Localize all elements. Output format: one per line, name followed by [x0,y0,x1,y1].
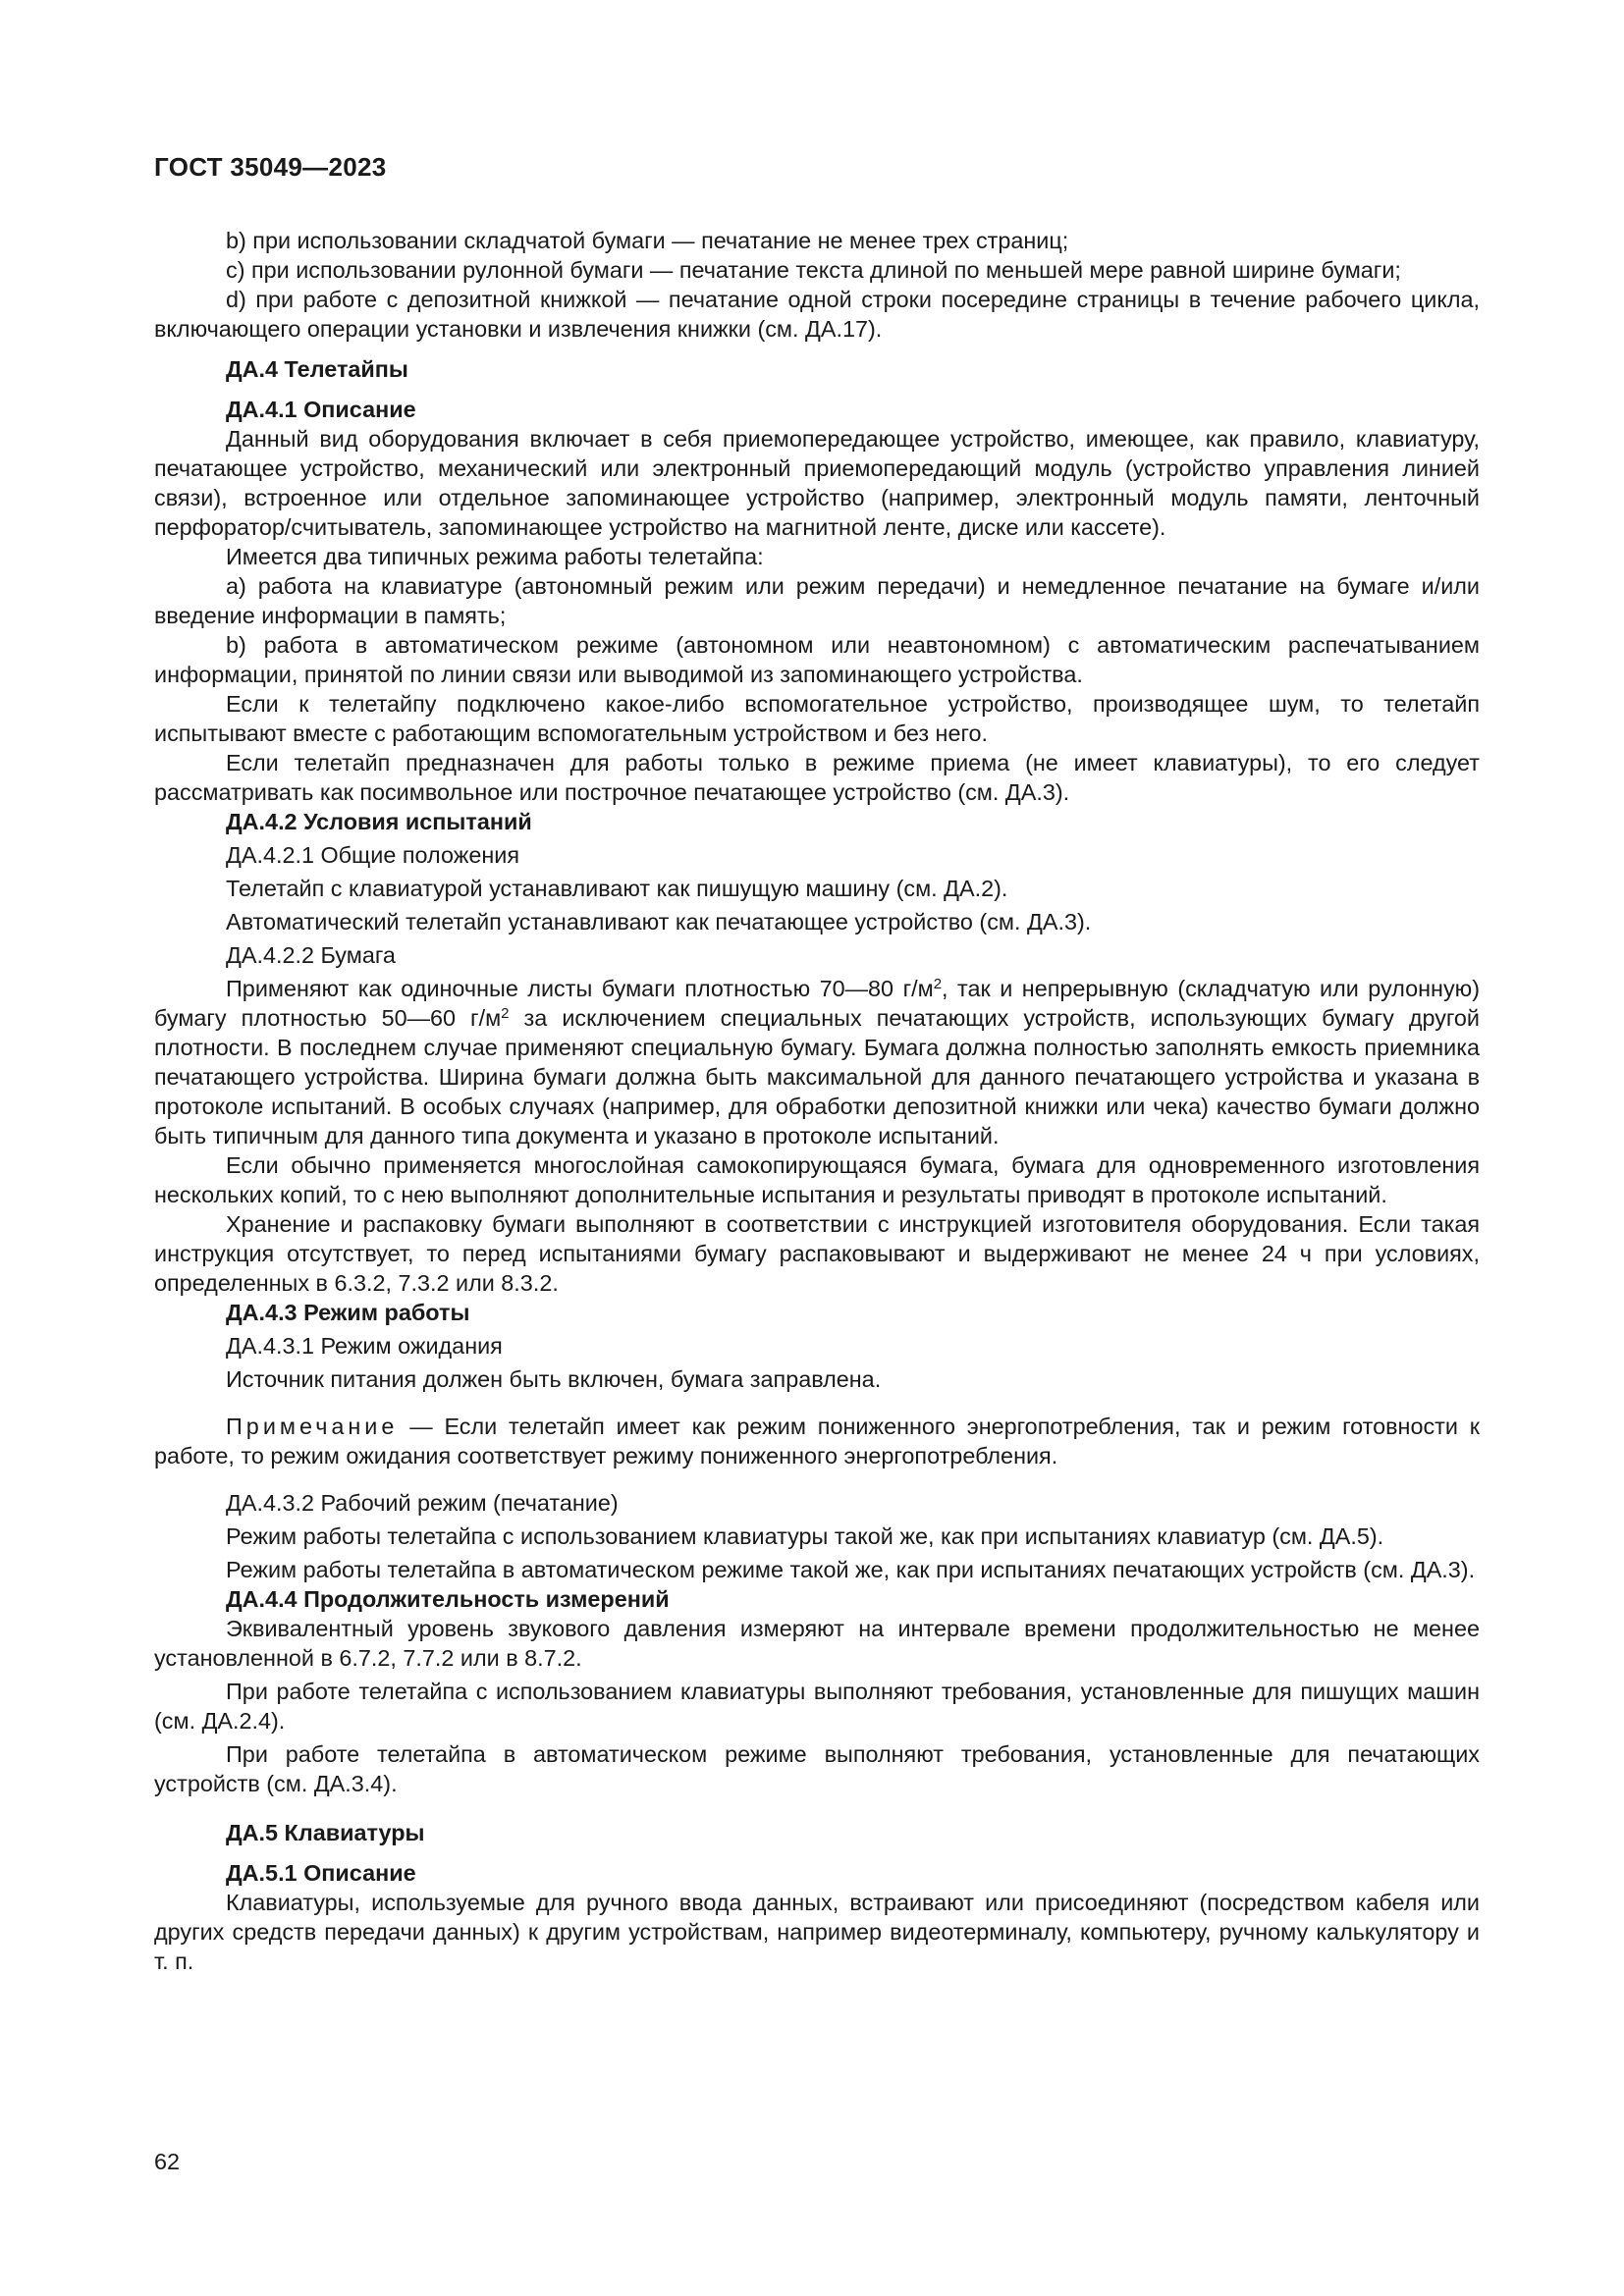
paragraph-keyboard-teletype: Телетайп с клавиатурой устанавливают как пишущую машину (см. ДА.2). [226,876,1008,901]
paragraph-mode-a: a) работа на клавиатуре (автономный режим или режим передачи) и немедленное печатание на бумаге и/или введение информации в память; [154,573,1480,628]
paragraph-d-deposit-book: d) при работе с депозитной книжкой — печатание одной строки посередине страницы в течение рабочего цикла, включающего операции установки и извлечения книжки (см. ДА.17). [154,287,1480,342]
standard-designation: ГОСТ 35049—2023 [154,152,387,182]
subheading-da422: ДА.4.2.2 Бумага [226,942,396,968]
heading-da44: ДА.4.4 Продолжительность измерений [226,1586,670,1612]
paragraph-paper-storage: Хранение и распаковку бумаги выполняют в соответствии с инструкцией изготовителя оборудования. Если такая инструкция отсутствует, то перед испытаниями бумагу распаковывают и выдерживают не менее 24 ч при условиях, определенных в 6.3.2, 7.3.2 или 8.3.2. [154,1211,1480,1296]
paragraph-equipment-description: Данный вид оборудования включает в себя приемопередающее устройство, имеющее, как правило, клавиатуру, печатающее устройство, механический или электронный приемопередающий модуль (устройство управления линией связи), встроенное или отдельное запоминающее устройство (например, электронный модуль памяти, ленточный перфоратор/считыватель, запоминающее устройство на магнитной ленте, диске или кассете). [154,426,1480,540]
page-body [154,226,1480,1976]
paragraph-keyboard-mode: Режим работы телетайпа с использованием клавиатуры такой же, как при испытаниях клавиатур (см. ДА.5). [226,1523,1384,1549]
paragraph-b-folded-paper: b) при использовании складчатой бумаги — печатание не менее трех страниц; [226,228,1069,253]
subheading-da431: ДА.4.3.1 Режим ожидания [226,1333,503,1359]
paragraph-power-on: Источник питания должен быть включен, бумага заправлена. [226,1366,882,1392]
heading-da41: ДА.4.1 Описание [226,397,416,422]
note-label: Примечание [226,1414,399,1439]
paragraph-c-roll-paper: c) при использовании рулонной бумаги — печатание текста длиной по меньшей мере равной ширине бумаги; [226,257,1401,283]
paragraph-paper-density [154,974,1480,1150]
subheading-da432: ДА.4.3.2 Рабочий режим (печатание) [226,1490,619,1516]
paragraph-receive-only: Если телетайп предназначен для работы только в режиме приема (не имеет клавиатуры), то его следует рассматривать как посимвольное или построчное печатающее устройство (см. ДА.3). [154,750,1480,805]
paragraph-measurement-interval: Эквивалентный уровень звукового давления измеряют на интервале времени продолжительностью не менее установленной в 6.7.2, 7.7.2 или в 8.7.2. [154,1616,1480,1671]
paragraph-mode-b: b) работа в автоматическом режиме (автономном или неавтономном) с автоматическим распечатыванием информации, принятой по линии связи или выводимой из запоминающего устройства. [154,632,1480,687]
paragraph-automatic-mode: Режим работы телетайпа в автоматическом режиме такой же, как при испытаниях печатающих устройств (см. ДА.3). [226,1557,1476,1582]
paragraph-multilayer-paper: Если обычно применяется многослойная самокопирующаяся бумага, бумага для одновременного изготовления нескольких копий, то с нею выполняют дополнительные испытания и результаты приводят в протоколе испытаний. [154,1152,1480,1207]
heading-da4: ДА.4 Телетайпы [226,356,408,382]
paragraph-auxiliary-device: Если к телетайпу подключено какое-либо вспомогательное устройство, производящее шум, то телетайп испытывают вместе с работающим вспомогательным устройством и без него. [154,691,1480,746]
paragraph-automatic-teletype: Автоматический телетайп устанавливают как печатающее устройство (см. ДА.3). [226,909,1092,934]
note-paragraph [154,1412,1480,1470]
heading-da51: ДА.5.1 Описание [226,1860,416,1886]
paper-text-part-1: Применяют как одиночные листы бумаги плотностью 70—80 г/м [226,976,934,1001]
paper-text-part-3: за исключением специальных печатающих устройств, использующих бумагу другой плотности. В последнем случае применяют специальную бумагу. Бумага должна полностью заполнять емкость приемника печатающего устройства. Ширина бумаги должна быть максимальной для данного печатающего устройства и указана в протоколе испытаний. В особых случаях (например, для обработки депозитной книжки или чека) качество бумаги должно быть типичным для данного типа документа и указано в протоколе испытаний. [154,1005,1481,1148]
paragraph-two-modes: Имеется два типичных режима работы телетайпа: [226,544,764,569]
heading-da42: ДА.4.2 Условия испытаний [226,809,532,834]
paragraph-automatic-requirements: При работе телетайпа в автоматическом режиме выполняют требования, установленные для печатающих устройств (см. ДА.3.4). [154,1741,1480,1796]
heading-da43: ДА.4.3 Режим работы [226,1300,470,1325]
page-number: 62 [154,2149,181,2174]
paragraph-keyboards-description: Клавиатуры, используемые для ручного ввода данных, встраивают или присоединяют (посредством кабеля или других средств передачи данных) к другим устройствам, например видеотерминалу, компьютеру, ручному калькулятору и т. п. [154,1890,1480,1974]
paragraph-keyboard-requirements: При работе телетайпа с использованием клавиатуры выполняют требования, установленные для пишущих машин (см. ДА.2.4). [154,1679,1480,1734]
heading-da5: ДА.5 Клавиатуры [226,1820,425,1845]
superscript-2: 2 [933,976,943,992]
note-text: — Если телетайп имеет как режим пониженного энергопотребления, так и режим готовности к работе, то режим ожидания соответствует режиму пониженного энергопотребления. [154,1414,1480,1468]
superscript-2: 2 [501,1005,510,1022]
subheading-da421: ДА.4.2.1 Общие положения [226,842,519,868]
paper-text-part-2: , так и непрерывную (складчатую или рулонную) бумагу плотностью 50—60 г/м [154,976,1480,1031]
